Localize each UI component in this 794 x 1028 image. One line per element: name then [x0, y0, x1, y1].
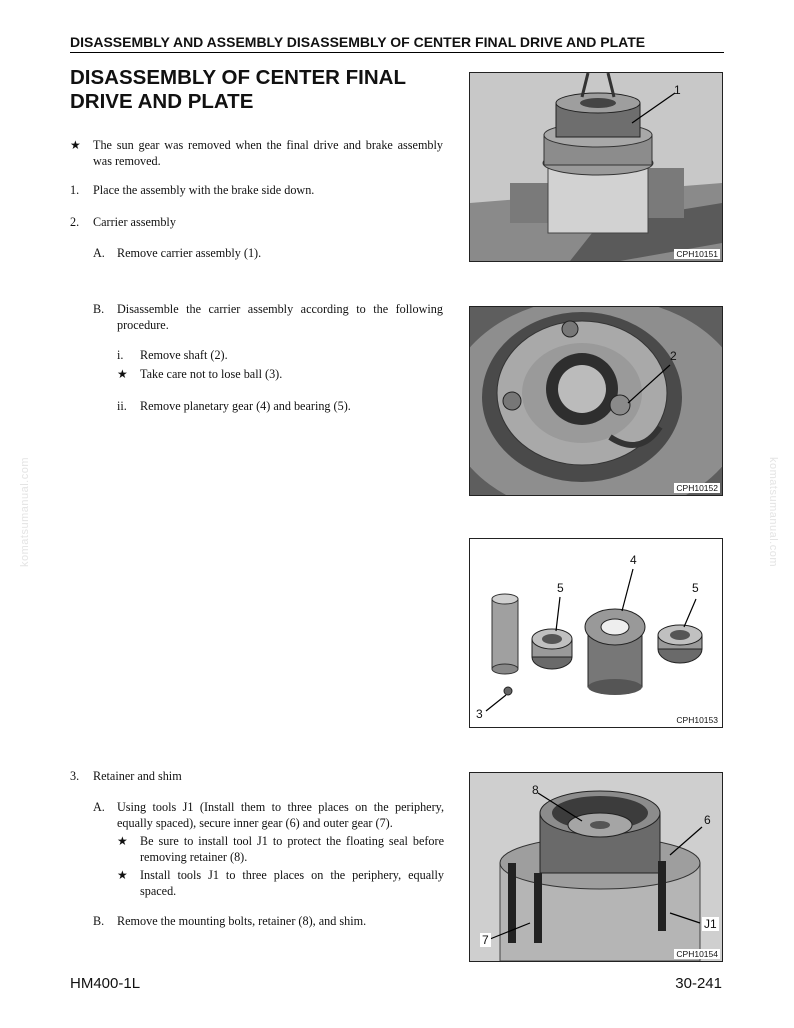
step-3a-note-2-star-icon: ★ — [117, 868, 128, 882]
step-3a-note-2: Install tools J1 to three places on the periphery, equally spaced. — [140, 868, 444, 898]
photo-3-illustration — [470, 539, 722, 727]
step-2-text: Carrier assembly — [93, 215, 176, 229]
callout-5-left: 5 — [557, 581, 564, 595]
photo-1-caption: CPH10151 — [676, 249, 718, 259]
callout-j1: J1 — [704, 917, 717, 931]
photo-retainer-j1-tools — [469, 772, 723, 962]
step-2b-ii-text: Remove planetary gear (4) and bearing (5). — [140, 399, 351, 413]
step-3b-letter: B. — [93, 914, 105, 928]
intro-star-icon: ★ — [70, 138, 81, 152]
step-2b-text: Disassemble the carrier assembly according to the following procedure. — [117, 302, 443, 332]
step-3a-note-1-star-icon: ★ — [117, 834, 128, 848]
callout-7: 7 — [482, 933, 489, 947]
photo-2-illustration — [470, 307, 722, 495]
photo-carrier-interior — [469, 306, 723, 496]
step-2b-ii-number: ii. — [117, 399, 127, 413]
photo-4-illustration — [470, 773, 722, 961]
title-line-2: DRIVE AND PLATE — [70, 90, 254, 113]
photo-1-illustration — [470, 73, 722, 261]
footer-model: HM400-1L — [70, 975, 141, 992]
step-2b-letter: B. — [93, 302, 105, 316]
photo-4-caption: CPH10154 — [676, 949, 718, 959]
step-3-number: 3. — [70, 769, 80, 783]
photo-carrier-parts — [469, 538, 723, 728]
callout-1: 1 — [674, 83, 681, 97]
intro-text: The sun gear was removed when the final drive and brake assembly was removed. — [93, 138, 443, 168]
title-line-1: DISASSEMBLY OF CENTER FINAL — [70, 66, 407, 89]
step-2-number: 2. — [70, 215, 80, 229]
callout-3: 3 — [476, 707, 483, 721]
step-1-number: 1. — [70, 183, 80, 197]
step-2b-i-note: Take care not to lose ball (3). — [140, 367, 283, 381]
step-2b-i-star-icon: ★ — [117, 367, 128, 381]
callout-6: 6 — [704, 813, 711, 827]
callout-2: 2 — [670, 349, 677, 363]
callout-8: 8 — [532, 783, 539, 797]
step-2b-i-text: Remove shaft (2). — [140, 348, 228, 362]
step-2a-text: Remove carrier assembly (1). — [117, 246, 262, 260]
photo-3-caption: CPH10153 — [676, 715, 718, 725]
watermark-right: komatsumanual.com — [767, 457, 779, 567]
watermark-left: komatsumanual.com — [19, 457, 31, 567]
page-header: DISASSEMBLY AND ASSEMBLY DISASSEMBLY OF CENTER FINAL DRIVE AND PLATE — [70, 34, 724, 53]
step-1-text: Place the assembly with the brake side down. — [93, 183, 315, 197]
photo-2-caption: CPH10152 — [676, 483, 718, 493]
page-title — [70, 66, 460, 114]
step-3b-text: Remove the mounting bolts, retainer (8), and shim. — [117, 914, 367, 928]
step-3a-letter: A. — [93, 800, 105, 814]
step-3a-text: Using tools J1 (Install them to three places on the periphery, equally spaced), secure inner gear (6) and outer gear (7). — [117, 800, 444, 830]
callout-5-right: 5 — [692, 581, 699, 595]
step-3a-note-1: Be sure to install tool J1 to protect the floating seal before removing retainer (8). — [140, 834, 444, 864]
callout-4: 4 — [630, 553, 637, 567]
step-2b-i-number: i. — [117, 348, 124, 362]
photo-carrier-assembly — [469, 72, 723, 262]
step-2a-letter: A. — [93, 246, 105, 260]
step-3-text: Retainer and shim — [93, 769, 182, 783]
footer-page-number: 30-241 — [675, 975, 722, 992]
